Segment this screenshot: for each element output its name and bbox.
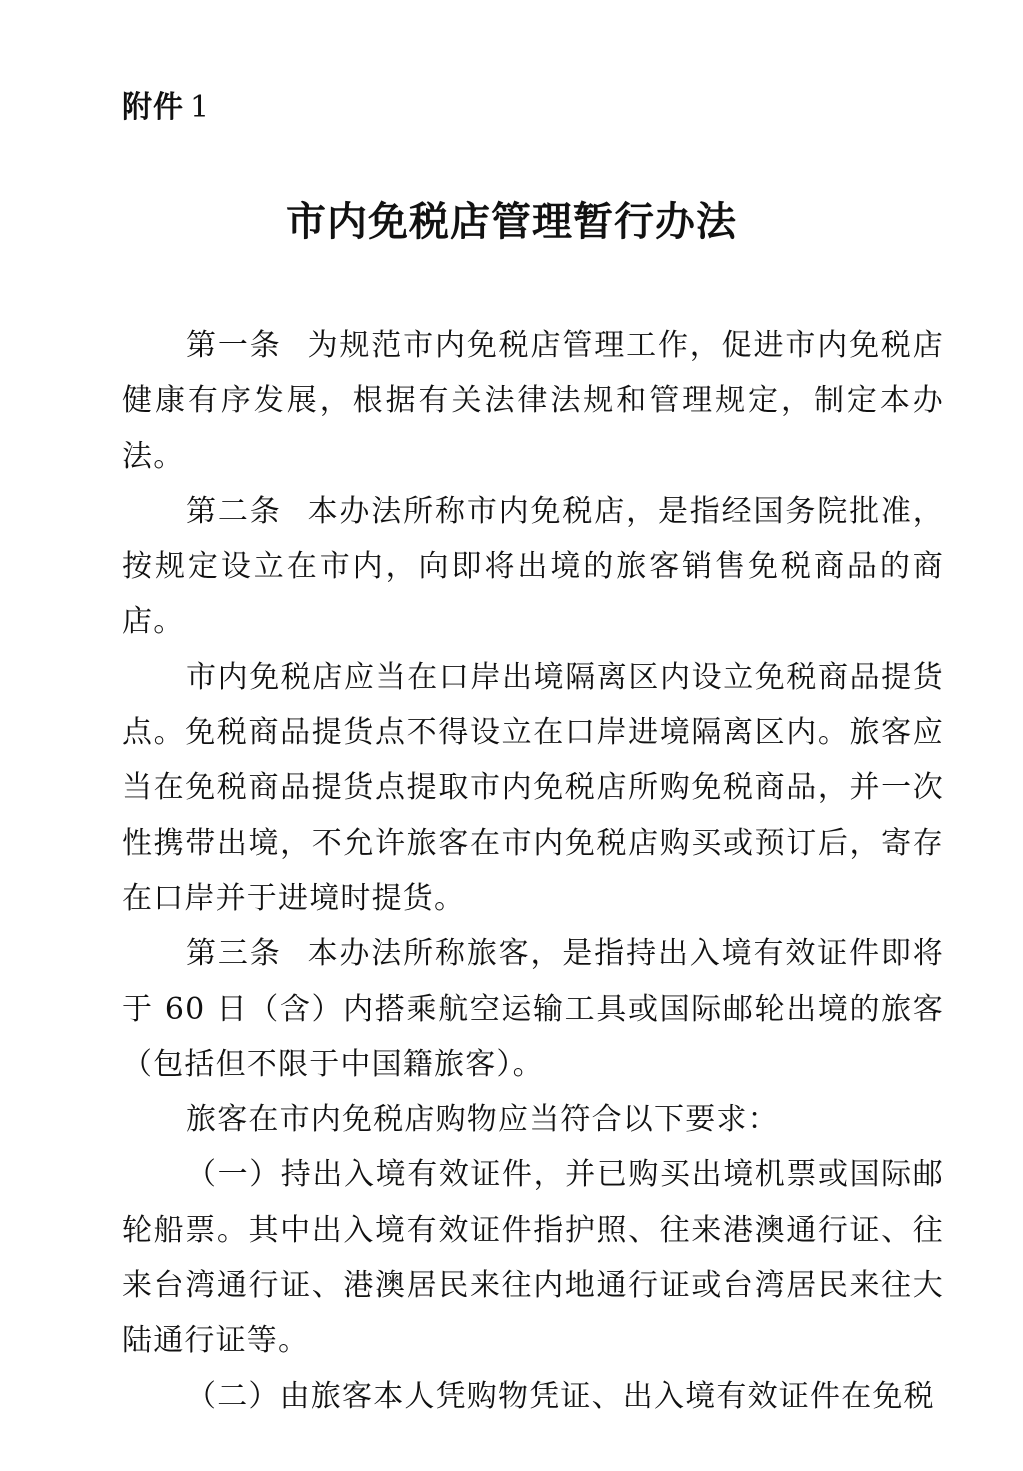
attachment-number: 1 <box>190 90 211 125</box>
attachment-label <box>122 88 210 128</box>
paragraph-text: 本办法所称市内免税店，是指经国务院批准，按规定设立在市内，向即将出境的旅客销售免税商品的商店。 <box>122 493 944 640</box>
paragraph-requirement-2 <box>122 1369 944 1424</box>
paragraph-text: 市内免税店应当在口岸出境隔离区内设立免税商品提货点。免税商品提货点不得设立在口岸进境隔离区内。旅客应当在免税商品提货点提取市内免税店所购免税商品，并一次性携带出境，不允许旅客在市内免税店购买或预订后，寄存在口岸并于进境时提货。 <box>122 659 944 916</box>
article-number: 第一条 <box>186 328 282 363</box>
document-body <box>122 318 944 1424</box>
paragraph-text: 本办法所称旅客，是指持出入境有效证件即将于 60 日（含）内搭乘航空运输工具或国际邮轮出境的旅客（包括但不限于中国籍旅客）。 <box>122 936 944 1082</box>
paragraph-article-1 <box>122 318 944 484</box>
paragraph-text: 为规范市内免税店管理工作，促进市内免税店健康有序发展，根据有关法律法规和管理规定，制定本办法。 <box>122 328 944 474</box>
paragraph-pickup-point <box>122 650 944 926</box>
paragraph-requirement-1 <box>122 1147 944 1368</box>
paragraph-text: 旅客在市内免税店购物应当符合以下要求： <box>186 1102 779 1138</box>
paragraph-article-3 <box>122 926 944 1092</box>
paragraph-article-2 <box>122 484 944 650</box>
paragraph-requirements-intro <box>122 1092 944 1147</box>
article-number: 第三条 <box>186 936 282 972</box>
attachment-text: 附件 <box>122 90 184 125</box>
paragraph-text: （一）持出入境有效证件，并已购买出境机票或国际邮轮船票。其中出入境有效证件指护照、往来港澳通行证、往来台湾通行证、港澳居民来往内地通行证或台湾居民来往大陆通行证等。 <box>122 1157 944 1359</box>
paragraph-text: （二）由旅客本人凭购物凭证、出入境有效证件在免税 <box>186 1378 935 1414</box>
document-title: 市内免税店管理暂行办法 <box>286 198 737 245</box>
article-number: 第二条 <box>186 493 282 529</box>
